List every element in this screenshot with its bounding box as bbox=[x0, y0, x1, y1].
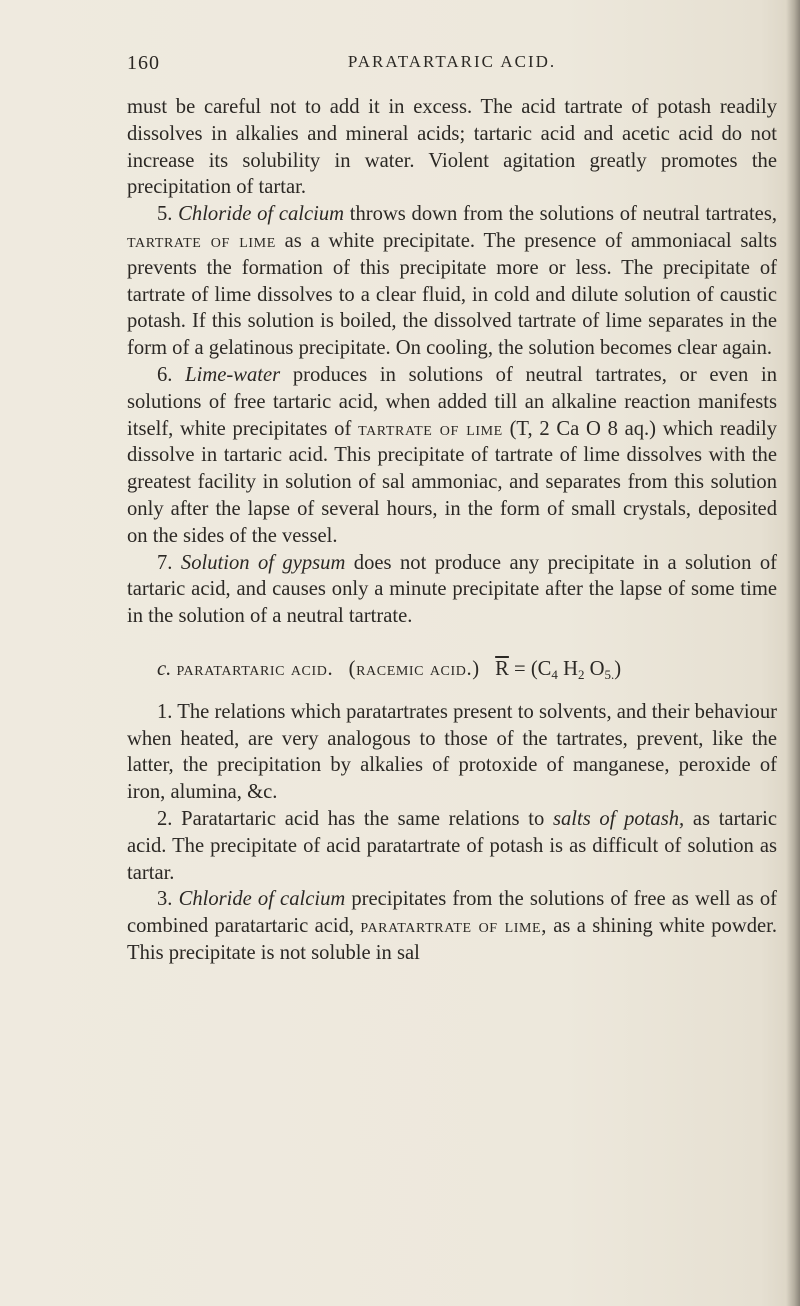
section-alt-title: (racemic acid.) bbox=[348, 657, 480, 680]
reagent-name: Lime-water bbox=[185, 363, 281, 386]
section-heading: c. paratartaric acid. (racemic acid.) $\overline{R} = (C_4$ $H_2$ $O_{5.}$) bbox=[157, 657, 622, 682]
formula-symbol: $\overline{R}$ bbox=[495, 657, 509, 680]
page-number: 160 bbox=[127, 52, 160, 74]
section-title: paratartaric acid. bbox=[176, 657, 334, 680]
compound-name: tartrate of lime bbox=[127, 229, 276, 252]
reagent-name: Solution of gypsum bbox=[180, 551, 346, 574]
paragraph-c1: 1. The relations which paratartrates present to solvents, and their behaviour when heated, are very analogous to those of the tartrates, prevent, like the latter, the precipitation by alkalies of protoxide of manganese, peroxide of iron, alumina, &c. bbox=[127, 700, 777, 804]
page-header bbox=[127, 52, 777, 82]
reagent-name: Chloride of calcium bbox=[178, 203, 345, 226]
chemical-formula: $\overline{R} = (C_4$ $H_2$ $O_{5.}$) bbox=[495, 657, 622, 682]
running-title: PARATARTARIC ACID. bbox=[347, 52, 557, 71]
paragraph-c2: 2. Paratartaric acid has the same relations to salts of potash, as tartaric acid. The precipitate of acid paratartrate of potash is as difficult of solution as tartar. bbox=[127, 807, 777, 884]
paragraph-continuation: must be careful not to add it in excess. The acid tartrate of potash readily dissolves in alkalies and mineral acids; tartaric acid and acetic acid do not increase its solubility in water. Violent agitation greatly promotes the precipitation of tartar. bbox=[127, 96, 777, 199]
compound-name: tartrate of lime bbox=[358, 417, 503, 440]
paragraph-7: 7. Solution of gypsum does not produce any precipitate in a solution of tartaric acid, and causes only a minute precipitate after the lapse of some time in the solution of a neutral tartrate. bbox=[127, 551, 777, 628]
paragraph-5: 5. Chloride of calcium throws down from the solutions of neutral tartrates, tartrate of lime as a white precipitate. The presence of ammoniacal salts prevents the formation of this precipitate more or less. The precipitate of tartrate of lime dissolves to a clear fluid, in cold and dilute solution of caustic potash. If this solution is boiled, the dissolved tartrate of lime separates in the form of a gelatinous precipitate. On cooling, the solution becomes clear again. bbox=[127, 203, 777, 360]
body-text bbox=[127, 94, 777, 967]
reagent-name: salts of potash, bbox=[552, 807, 685, 830]
paragraph-c3: 3. Chloride of calcium precipitates from the solutions of free as well as of combined paratartaric acid, paratartrate of lime, as a shining white powder. This precipitate is not soluble in sal bbox=[127, 888, 778, 964]
page-edge-shadow bbox=[786, 0, 800, 1306]
compound-name: paratartrate of lime, bbox=[360, 915, 547, 938]
reagent-name: Chloride of calcium bbox=[178, 888, 346, 911]
paragraph-6: 6. Lime-water produces in solutions of neutral tartrates, or even in solutions of free tartaric acid, when added till an alkaline reaction manifests itself, white precipitates of tartrate of lime (T, 2 Ca O 8 aq.) which readily dissolve in tartaric acid. This precipitate of tartrate of lime dissolves with the greatest facility in solution of sal ammoniac, and separates from this solution only after the lapse of several hours, in the form of small crystals, deposited on the sides of the vessel. bbox=[127, 363, 777, 547]
